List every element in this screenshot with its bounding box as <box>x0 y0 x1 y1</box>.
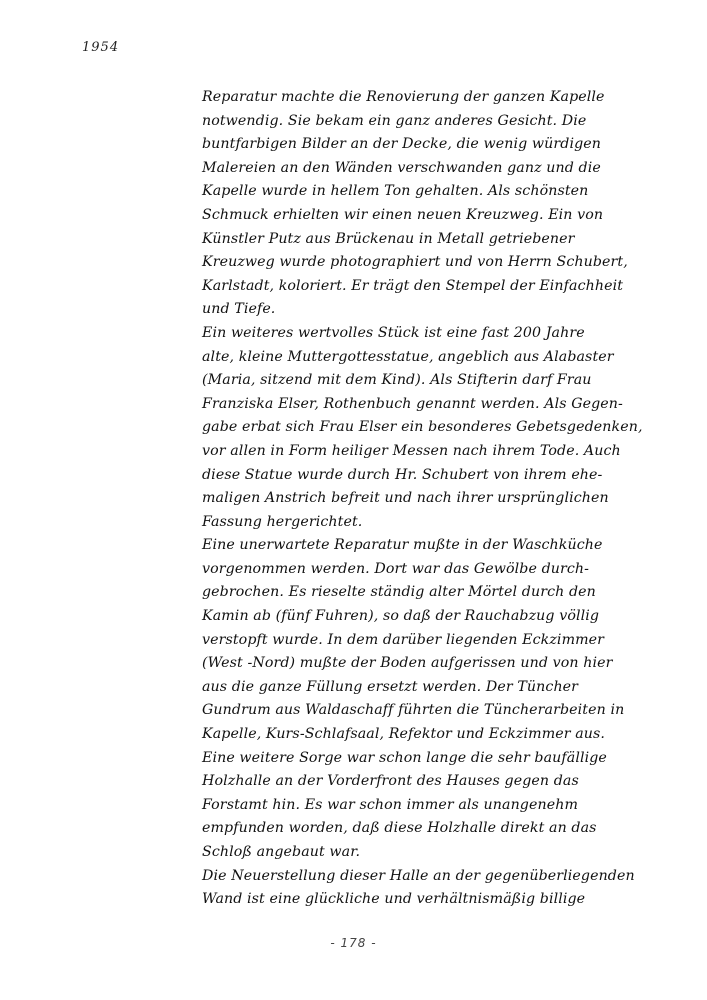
text-line: Eine unerwartete Reparatur mußte in der Waschküche <box>202 537 603 554</box>
text-line: (West -Nord) mußte der Boden aufgerissen und von hier <box>202 655 613 672</box>
text-line: Kapelle, Kurs-Schlafsaal, Refektor und Eckzimmer aus. <box>202 726 606 743</box>
text-line: Künstler Putz aus Brückenau in Metall getriebener <box>202 230 575 247</box>
text-line: und Tiefe. <box>202 301 276 318</box>
text-line: Ein weiteres wertvolles Stück ist eine fast 200 Jahre <box>202 324 585 341</box>
text-line: gabe erbat sich Frau Elser ein besonderes Gebetsgedenken, <box>202 419 643 436</box>
text-line: Wand ist eine glückliche und verhältnismäßig billige <box>202 891 586 908</box>
text-line: Franziska Elser, Rothenbuch genannt werden. Als Gegen- <box>202 395 623 412</box>
text-line: Gundrum aus Waldaschaff führten die Tüncherarbeiten in <box>202 702 625 719</box>
text-line: Die Neuerstellung dieser Halle an der gegenüberliegenden <box>202 867 635 884</box>
text-line: Kamin ab (fünf Fuhren), so daß der Rauchabzug völlig <box>202 608 600 625</box>
text-line: notwendig. Sie bekam ein ganz anderes Gesicht. Die <box>202 112 587 129</box>
text-line: vor allen in Form heiliger Messen nach ihrem Tode. Auch <box>202 442 621 459</box>
text-line: empfunden worden, daß diese Holzhalle direkt an das <box>202 820 597 837</box>
text-line: Karlstadt, koloriert. Er trägt den Stempel der Einfachheit <box>202 277 624 294</box>
text-line: vorgenommen werden. Dort war das Gewölbe durch- <box>202 560 590 577</box>
page-year-heading: 1954 <box>82 40 120 55</box>
text-line: Holzhalle an der Vorderfront des Hauses gegen das <box>202 773 579 790</box>
text-line: Malereien an den Wänden verschwanden ganz und die <box>202 159 601 176</box>
page-number: - 178 - <box>330 936 377 950</box>
text-line: verstopft wurde. In dem darüber liegenden Eckzimmer <box>202 631 605 648</box>
text-line: Fassung hergerichtet. <box>202 513 363 530</box>
text-line: alte, kleine Muttergottesstatue, angeblich aus Alabaster <box>202 348 614 365</box>
text-line: gebrochen. Es rieselte ständig alter Mörtel durch den <box>202 584 596 601</box>
text-line: Reparatur machte die Renovierung der ganzen Kapelle <box>202 89 605 105</box>
text-line: (Maria, sitzend mit dem Kind). Als Stifterin darf Frau <box>202 372 592 389</box>
text-line: Kreuzweg wurde photographiert und von Herrn Schubert, <box>202 254 628 271</box>
text-line: aus die ganze Füllung ersetzt werden. Der Tüncher <box>202 678 579 695</box>
text-line: maligen Anstrich befreit und nach ihrer ursprünglichen <box>202 490 609 507</box>
text-line: Schmuck erhielten wir einen neuen Kreuzweg. Ein von <box>202 206 604 223</box>
text-line: Eine weitere Sorge war schon lange die sehr baufällige <box>202 749 607 766</box>
handwritten-text-body <box>202 86 643 912</box>
text-line: Forstamt hin. Es war schon immer als unangenehm <box>202 796 579 813</box>
text-line: Schloß angebaut war. <box>202 844 361 860</box>
text-line: Kapelle wurde in hellem Ton gehalten. Als schönsten <box>202 183 589 200</box>
text-line: diese Statue wurde durch Hr. Schubert von ihrem ehe- <box>202 466 603 483</box>
text-line: buntfarbigen Bilder an der Decke, die wenig würdigen <box>202 136 601 153</box>
